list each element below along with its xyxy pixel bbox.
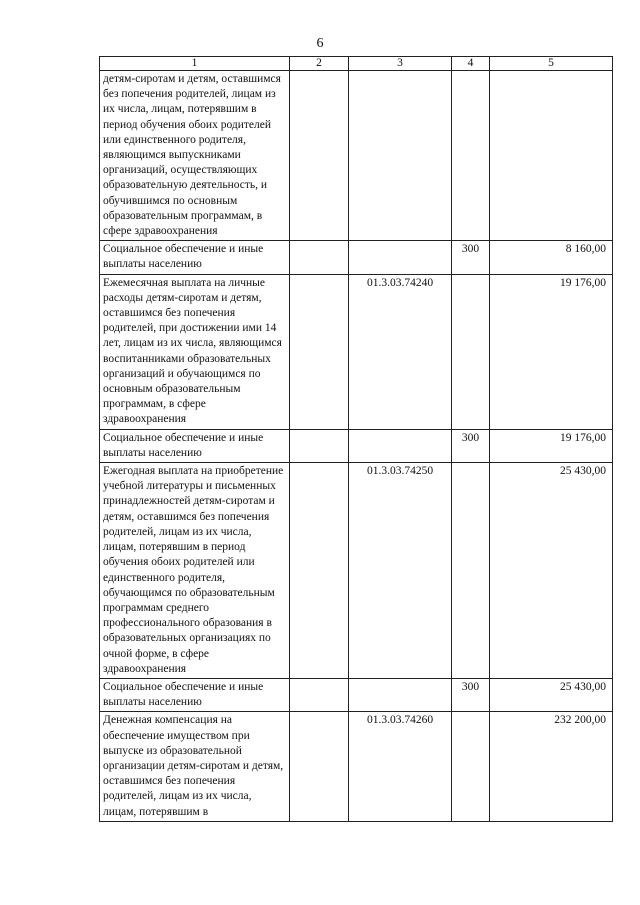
- row-description: Ежемесячная выплата на личные расходы детям-сиротам и детям, оставшимся без попечения родителей, при достижении ими 14 лет, лицам из их числа, являющимся воспитанниками образовательных организаций и обучающимся по основным образовательным программам, в сфере здравоохранения: [100, 274, 290, 429]
- row-col2: [290, 429, 349, 462]
- row-target-code: 01.3.03.74250: [349, 463, 452, 679]
- row-target-code: [349, 678, 452, 711]
- row-target-code: [349, 429, 452, 462]
- row-target-code: 01.3.03.74260: [349, 712, 452, 821]
- row-col2: [290, 463, 349, 679]
- row-description: Денежная компенсация на обеспечение имуществом при выпуске из образовательной организации детям-сиротам и детям, оставшимся без попечения родителей, лицам из их числа, лицам, потерявшим в: [100, 712, 290, 821]
- row-amount: 19 176,00: [490, 429, 613, 462]
- row-amount: 8 160,00: [490, 241, 613, 274]
- row-amount: 19 176,00: [490, 274, 613, 429]
- row-expense-type: [452, 463, 490, 679]
- row-amount: 232 200,00: [490, 712, 613, 821]
- row-description: Социальное обеспечение и иные выплаты населению: [100, 429, 290, 462]
- row-col2: [290, 678, 349, 711]
- row-expense-type: 300: [452, 678, 490, 711]
- page-number: 6: [316, 36, 324, 51]
- row-expense-type: [452, 71, 490, 241]
- table-row: [100, 241, 613, 274]
- row-target-code: [349, 71, 452, 241]
- row-amount: [490, 71, 613, 241]
- row-target-code: 01.3.03.74240: [349, 274, 452, 429]
- table-row: [100, 712, 613, 821]
- row-expense-type: 300: [452, 241, 490, 274]
- table-row: [100, 71, 613, 241]
- table-row: [100, 429, 613, 462]
- row-expense-type: [452, 274, 490, 429]
- table-row: [100, 678, 613, 711]
- table-row: [100, 274, 613, 429]
- column-header: 2: [290, 57, 349, 71]
- row-amount: 25 430,00: [490, 678, 613, 711]
- row-expense-type: 300: [452, 429, 490, 462]
- row-amount: 25 430,00: [490, 463, 613, 679]
- row-target-code: [349, 241, 452, 274]
- table-row: [100, 463, 613, 679]
- row-description: Социальное обеспечение и иные выплаты населению: [100, 678, 290, 711]
- row-description: Социальное обеспечение и иные выплаты населению: [100, 241, 290, 274]
- row-col2: [290, 71, 349, 241]
- budget-table: [99, 56, 613, 822]
- row-col2: [290, 712, 349, 821]
- column-header: 3: [349, 57, 452, 71]
- table-header-row: [100, 57, 613, 71]
- column-header: 1: [100, 57, 290, 71]
- column-header: 4: [452, 57, 490, 71]
- row-col2: [290, 274, 349, 429]
- column-header: 5: [490, 57, 613, 71]
- row-description: детям-сиротам и детям, оставшимся без попечения родителей, лицам из их числа, лицам, потерявшим в период обучения обоих родителей или единственного родителя, являющимся выпускниками организаций, осуществляющих образовательную деятельность, и обучившимся по основным образовательным программам, в сфере здравоохранения: [100, 71, 290, 241]
- row-description: Ежегодная выплата на приобретение учебной литературы и письменных принадлежностей детям-сиротам и детям, оставшимся без попечения родителей, лицам из их числа, лицам, потерявшим в период обучения обоих родителей или единственного родителя, обучающимся по образовательным программам среднего профессионального образования в образовательных организациях по очной форме, в сфере здравоохранения: [100, 463, 290, 679]
- row-col2: [290, 241, 349, 274]
- row-expense-type: [452, 712, 490, 821]
